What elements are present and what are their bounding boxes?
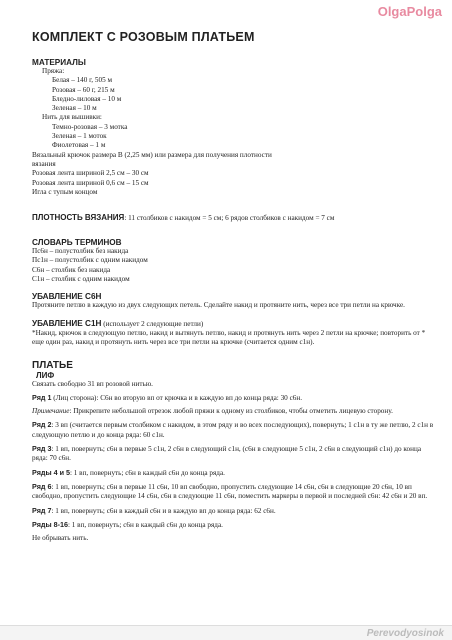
pattern-document xyxy=(32,30,436,547)
row-text: : 1 вп, повернуть; с6н в первые 11 с6н, 10 вп свободно, пропустить следующие 14 с6н, с6н в следующие 20 с6н, 10 вп свободно, пропустить следующие 14 с6н, с6н в следующие 11 с6н, поместить маркеры в первой и последней с6н: 42 с6н и 20 вп. xyxy=(32,482,428,501)
pattern-row xyxy=(32,444,436,464)
pattern-note xyxy=(32,407,436,416)
glossary-term: С1н – столбик с одним накидом xyxy=(32,275,130,284)
needle-line: Игла с тупым концом xyxy=(32,187,98,196)
olgapolga-logo: OlgaPolga xyxy=(377,4,442,19)
thread-label: Нить для вышивки: xyxy=(42,113,102,122)
watermark: Perevodyosinok xyxy=(366,628,444,639)
pattern-row xyxy=(32,520,436,530)
dec-s1n-note: (использует 2 следующие петли) xyxy=(101,319,204,328)
materials-heading: МАТЕРИАЛЫ xyxy=(32,58,86,67)
row-text: : 1 вп, повернуть; с6н в каждый с6н и в каждую вп до конца ряда: 62 с6н. xyxy=(51,506,276,515)
glossary-term: Пс1н – полустолбик с одним накидом xyxy=(32,256,148,265)
dec-sbn-heading: УБАВЛЕНИЕ С6Н xyxy=(32,292,102,302)
row-label: Ряд 6 xyxy=(32,481,52,491)
dress-end: Не обрывать нить. xyxy=(32,534,89,543)
pattern-row xyxy=(32,393,436,403)
dec-s1n-heading-line xyxy=(32,319,436,329)
dec-s1n-heading: УБАВЛЕНИЕ С1Н xyxy=(32,318,102,328)
yarn-item: Бледно-лиловая – 10 м xyxy=(52,94,122,103)
density-line xyxy=(32,213,436,222)
hook-line-2: вязания xyxy=(32,159,56,168)
thread-item: Фиолетовая – 1 м xyxy=(52,141,106,150)
row-label: Ряды 8-16 xyxy=(32,519,68,529)
ribbon-item: Розовая лента шириной 0,6 см – 15 см xyxy=(32,178,149,187)
glossary-heading: СЛОВАРЬ ТЕРМИНОВ xyxy=(32,238,122,248)
yarn-item: Зеленая – 10 м xyxy=(52,104,97,113)
row-label: Ряд 1 xyxy=(32,392,52,402)
density-text: : 11 столбиков с накидом = 5 см; 6 рядов столбиков с накидом = 7 см xyxy=(124,214,335,223)
pattern-row xyxy=(32,506,436,516)
row-text: : 3 вп (считается первым столбиком с накидом, в этом ряду и во всех последующих), повернуть; 1 с1н в ту же петлю, 2 с1н в следующую петлю и до конца ряда: 60 с1н. xyxy=(32,421,434,439)
row-label: Ряды 4 и 5 xyxy=(32,467,70,477)
thread-item: Зеленая – 1 моток xyxy=(52,132,107,141)
row-text: (Лиц сторона): С6н во вторую вп от крючка и в каждую вп до конца ряда: 30 с6н. xyxy=(51,393,302,402)
bodice-heading: ЛИФ xyxy=(36,370,55,380)
yarn-item: Розовая – 60 г, 215 м xyxy=(52,85,115,94)
row-label: Ряд 7 xyxy=(32,505,52,515)
ribbon-item: Розовая лента шириной 2,5 см – 30 см xyxy=(32,169,149,178)
density-label: ПЛОТНОСТЬ ВЯЗАНИЯ xyxy=(32,213,125,223)
note-label: Примечание xyxy=(32,407,70,416)
dec-s1n-text: *Накид, крючок в следующую петлю, накид и вытянуть петлю, накид и протянуть нить через 2 петли на крючке; повторить от * еще один раз, накид и протянуть нить через все три петли на крючке (считается одним с1н). xyxy=(32,328,426,347)
pattern-row xyxy=(32,482,436,502)
row-text: : 1 вп, повернуть; с6н в первые 5 с1н, 2 с6н в следующий с1н, (с6н в следующие 5 с1н, 2 с6н в следующий с1н) до конца ряда: 70 с6н. xyxy=(32,445,422,463)
dress-intro: Связать свободно 31 вп розовой нитью. xyxy=(32,379,153,388)
dec-sbn-text: Протяните петлю в каждую из двух следующих петель. Сделайте накид и протяните нить, через все три петли на крючке. xyxy=(32,301,405,310)
note-text: : Прикрепите небольшой отрезок любой пряжи к одному из столбиков, чтобы отметить лицевую сторону. xyxy=(69,407,393,416)
pattern-row xyxy=(32,468,436,478)
glossary-term: Пс6н – полустолбик без накида xyxy=(32,247,129,256)
yarn-label: Пряжа: xyxy=(42,67,65,75)
row-label: Ряд 2 xyxy=(32,420,52,430)
row-label: Ряд 3 xyxy=(32,444,52,454)
footer-bar xyxy=(0,625,452,640)
row-text: : 1 вп, повернуть; с6н в каждый с6н до конца ряда. xyxy=(70,468,225,477)
glossary-term: С6н – столбик без накида xyxy=(32,265,111,274)
document-title: КОМПЛЕКТ С РОЗОВЫМ ПЛАТЬЕМ xyxy=(32,30,255,44)
row-text: : 1 вп, повернуть; с6н в каждый с6н до конца ряда. xyxy=(67,520,223,529)
pattern-row xyxy=(32,420,436,440)
yarn-item: Белая – 140 г, 505 м xyxy=(52,76,113,85)
hook-line: Вязальный крючок размера B (2,25 мм) или размера для получения плотности xyxy=(32,150,272,159)
dress-heading: ПЛАТЬЕ xyxy=(32,359,73,371)
thread-item: Темно-розовая – 3 мотка xyxy=(52,122,128,131)
